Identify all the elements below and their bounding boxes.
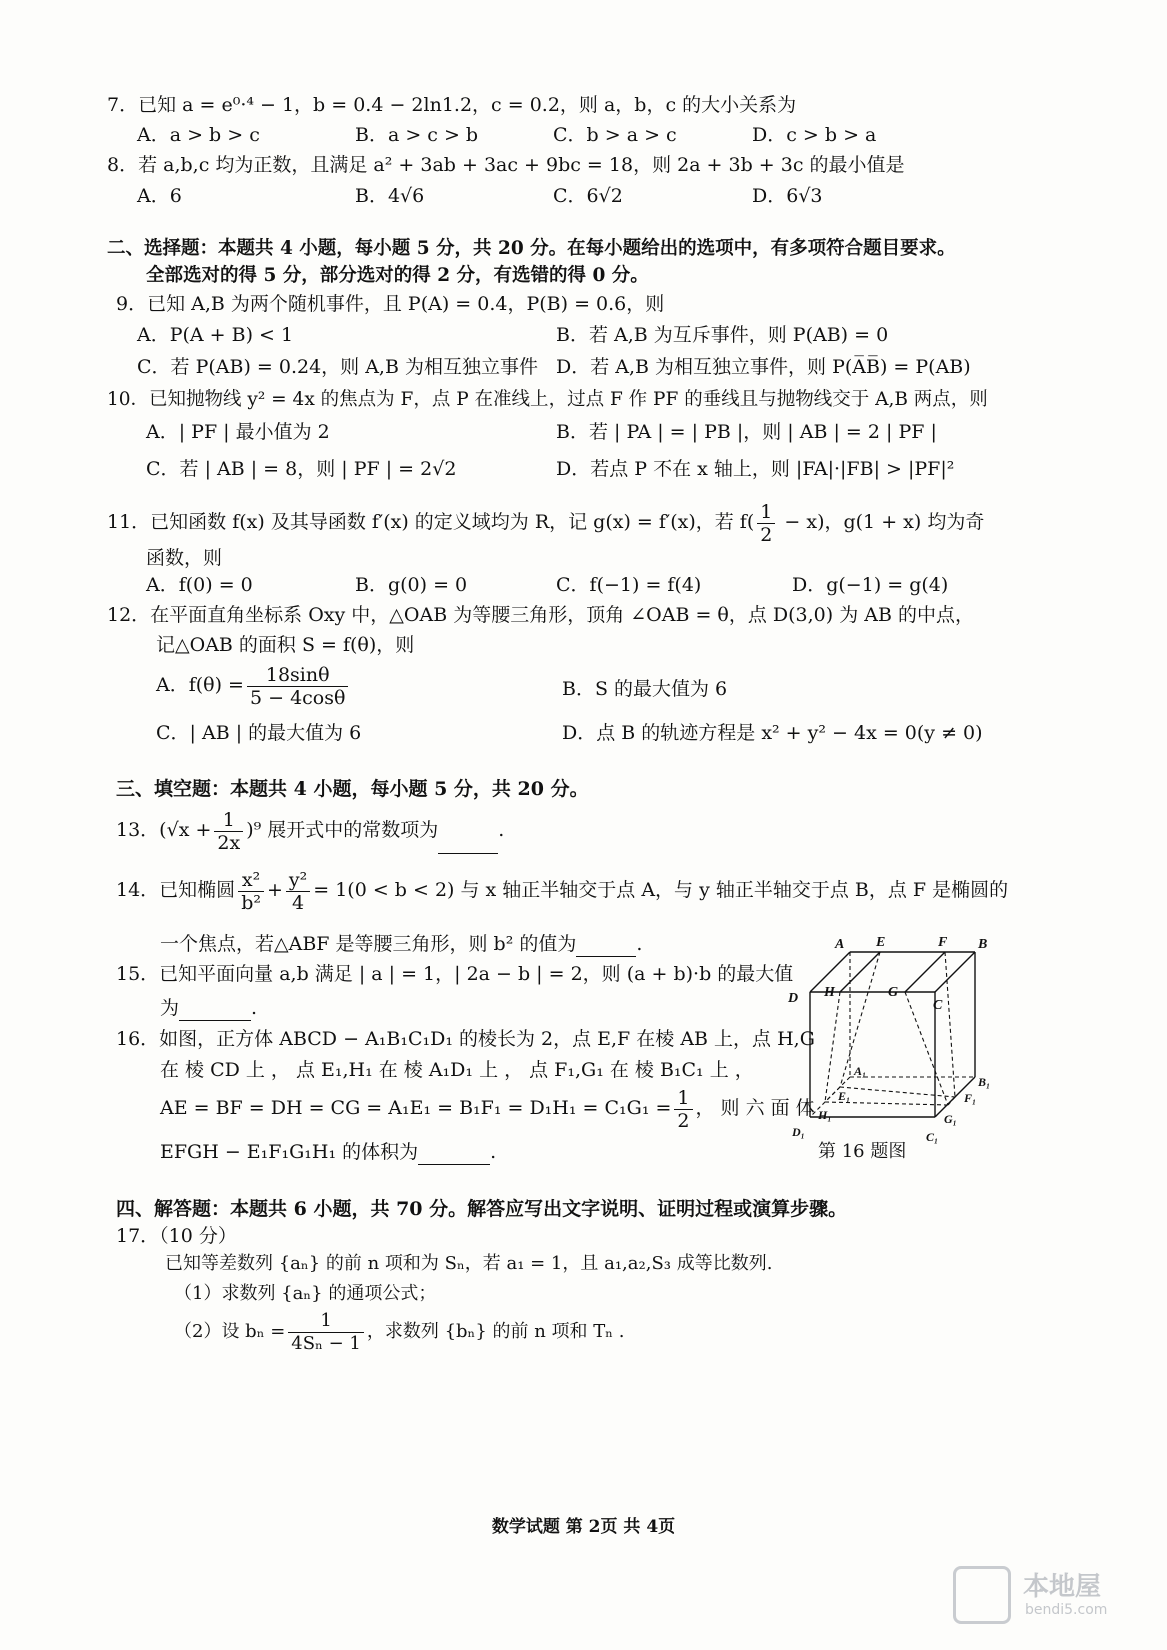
q8-option-a: A．6 xyxy=(137,185,182,207)
house-icon xyxy=(953,1566,1011,1624)
q16-line-2: 在 棱 CD 上 ， 点 E₁,H₁ 在 棱 A₁D₁ 上 ， 点 F₁,G₁ 在 棱 B₁C₁ 上 ， xyxy=(160,1059,754,1081)
q8-stem: 8．若 a,b,c 均为正数，且满足 a² + 3ab + 3ac + 9bc = 18，则 2a + 3b + 3c 的最小值是 xyxy=(107,154,905,176)
label-D1: D₁ xyxy=(792,1125,805,1139)
q15-line-1: 15．已知平面向量 a,b 满足 | a | = 1，| 2a − b | = 2，则 (a + b)·b 的最大值 xyxy=(116,963,794,985)
q12-option-a xyxy=(156,661,351,709)
q13-end: . xyxy=(498,819,505,841)
q17-part-2 xyxy=(174,1308,625,1356)
q11-stem-b: − x)，g(1 + x) 均为奇 xyxy=(778,511,985,533)
q13 xyxy=(116,806,504,854)
q9-option-c: C．若 P(AB) = 0.24，则 A,B 为相互独立事件 xyxy=(137,356,538,378)
q13-num: 1 xyxy=(214,809,243,832)
q8-option-b: B．4√6 xyxy=(355,185,425,207)
q14-d1: b² xyxy=(241,891,261,914)
q9-option-a: A．P(A + B) < 1 xyxy=(137,324,294,346)
q15-line-2 xyxy=(160,995,257,1021)
q12-option-a-fraction xyxy=(247,664,348,709)
label-B1: B₁ xyxy=(978,1075,991,1089)
q15-end: . xyxy=(251,997,258,1019)
section3-heading: 三、填空题：本题共 4 小题，每小题 5 分，共 20 分。 xyxy=(116,778,589,800)
label-F1: F₁ xyxy=(964,1091,977,1105)
q16-line-4 xyxy=(160,1139,496,1165)
edge-EH xyxy=(840,952,880,992)
q14-frac-1 xyxy=(238,869,264,914)
edge-BC xyxy=(935,952,975,992)
q16-fraction xyxy=(674,1087,692,1132)
q16-frac-num: 1 xyxy=(674,1087,692,1110)
section2-heading: 二、选择题：本题共 4 小题，每小题 5 分，共 20 分。在每小题给出的选项中，有多项符合题目要求。 xyxy=(107,238,956,259)
q12-a-num: 18sinθ xyxy=(247,664,348,687)
q12-stem-1: 12．在平面直角坐标系 Oxy 中，△OAB 为等腰三角形，顶角 ∠OAB = θ，点 D(3,0) 为 AB 的中点， xyxy=(107,604,974,626)
edge-HH1 xyxy=(825,992,840,1102)
q16-line3-post: ， 则 六 面 体 xyxy=(695,1097,815,1119)
cube-figure xyxy=(780,930,1010,1160)
page-footer: 数学试题 第 2页 共 4页 xyxy=(491,1517,676,1537)
q11-option-b: B．g(0) = 0 xyxy=(355,574,468,596)
q10-option-a: A．| PF | 最小值为 2 xyxy=(146,421,330,443)
q13-post: )⁹ 展开式中的常数项为 xyxy=(246,819,439,841)
q14-frac-2 xyxy=(286,869,310,914)
q16-end: . xyxy=(490,1141,497,1163)
q13-den: 2x xyxy=(217,831,241,854)
q17-frac-num: 1 xyxy=(288,1310,364,1333)
q11-option-c: C．f(−1) = f(4) xyxy=(556,574,702,596)
q14-line-2 xyxy=(160,931,642,957)
label-H: H xyxy=(824,985,835,1000)
q14-plus: + xyxy=(266,879,283,901)
q17-part-1: （1）求数列 {aₙ} 的通项公式； xyxy=(174,1283,437,1304)
q9-option-d: D．若 A,B 为相互独立事件，则 P(A̅B̅) = P(AB) xyxy=(556,356,971,378)
q13-pre: 13．(√x + xyxy=(116,819,212,841)
label-B: B xyxy=(978,937,988,952)
label-A1: A₁ xyxy=(854,1064,867,1078)
q7-option-c: C．b > a > c xyxy=(553,124,677,146)
q8-option-d: D．6√3 xyxy=(752,185,823,207)
figure-caption: 第 16 题图 xyxy=(818,1141,907,1162)
label-A: A xyxy=(835,937,845,952)
q12-stem-2: 记△OAB 的面积 S = f(θ)，则 xyxy=(156,634,415,656)
q12-option-a-label: A．f(θ) = xyxy=(156,674,244,696)
q14-n2: y² xyxy=(286,869,310,892)
q17-heading: 17．（10 分） xyxy=(116,1225,237,1247)
q17-line-1: 已知等差数列 {aₙ} 的前 n 项和为 Sₙ，若 a₁ = 1，且 a₁,a₂,S₃ 成等比数列. xyxy=(165,1253,773,1274)
watermark-url: bendi5.com xyxy=(1025,1602,1108,1618)
watermark-name: 本地屋 xyxy=(1023,1572,1102,1602)
q11-frac-num: 1 xyxy=(757,501,775,524)
q16-frac-den: 2 xyxy=(677,1109,690,1132)
q14-line2-text: 一个焦点，若△ABF 是等腰三角形，则 b² 的值为 xyxy=(160,933,577,955)
q14-d2: 4 xyxy=(292,891,305,914)
label-D: D xyxy=(788,991,799,1006)
q11-stem-c: 函数，则 xyxy=(146,547,223,569)
watermark xyxy=(953,1560,1143,1630)
q14-answer-blank[interactable] xyxy=(576,938,636,957)
q15-line2-text: 为 xyxy=(160,997,180,1019)
q14-post: = 1(0 < b < 2) 与 x 轴正半轴交于点 A，与 y 轴正半轴交于点 B，点 F 是椭圆的 xyxy=(313,879,1009,901)
q10-option-c: C．若 | AB | = 8，则 | PF | = 2√2 xyxy=(146,458,457,480)
label-G: G xyxy=(888,985,899,1000)
q12-a-den: 5 − 4cosθ xyxy=(249,686,346,709)
q7-option-d: D．c > b > a xyxy=(752,124,877,146)
q13-answer-blank[interactable] xyxy=(438,835,498,854)
q11-frac-den: 2 xyxy=(760,523,773,546)
q16-line4-text: EFGH − E₁F₁G₁H₁ 的体积为 xyxy=(160,1141,419,1163)
q17-p2-post: ，求数列 {bₙ} 的前 n 项和 Tₙ . xyxy=(366,1321,625,1342)
q12-option-c: C．| AB | 的最大值为 6 xyxy=(156,722,362,744)
edge-E1F1 xyxy=(840,1087,955,1097)
q10-stem: 10．已知抛物线 y² = 4x 的焦点为 F，点 P 在准线上，过点 F 作 PF 的垂线且与抛物线交于 A,B 两点，则 xyxy=(107,389,988,410)
edge-FG xyxy=(905,952,945,992)
q13-fraction xyxy=(214,809,243,854)
q7-option-b: B．a > c > b xyxy=(355,124,479,146)
q14-pre: 14．已知椭圆 xyxy=(116,879,236,901)
label-E1: E₁ xyxy=(838,1089,851,1103)
q12-option-b: B．S 的最大值为 6 xyxy=(562,678,728,700)
q14-end: . xyxy=(636,933,643,955)
q7-option-a: A．a > b > c xyxy=(137,124,260,146)
q11-fraction xyxy=(757,501,775,546)
q16-line-1: 16．如图，正方体 ABCD − A₁B₁C₁D₁ 的棱长为 2，点 E,F 在棱 AB 上，点 H,G xyxy=(116,1028,815,1050)
q9-option-b: B．若 A,B 为互斥事件，则 P(AB) = 0 xyxy=(556,324,889,346)
q11-option-d: D．g(−1) = g(4) xyxy=(792,574,949,596)
section2-note: 全部选对的得 5 分，部分选对的得 2 分，有选错的得 0 分。 xyxy=(146,265,649,286)
q17-p2-pre: （2）设 bₙ = xyxy=(174,1321,286,1342)
section4-heading: 四、解答题：本题共 6 小题，共 70 分。解答应写出文字说明、证明过程或演算步骤。 xyxy=(116,1198,848,1220)
label-C: C xyxy=(933,998,943,1013)
q17-frac-den: 4Sₙ − 1 xyxy=(291,1332,361,1354)
q14-n1: x² xyxy=(238,869,264,892)
q8-option-c: C．6√2 xyxy=(553,185,623,207)
q16-line-3 xyxy=(160,1084,815,1132)
label-H1: H₁ xyxy=(818,1108,832,1122)
q7-stem: 7．已知 a = e⁰·⁴ − 1，b = 0.4 − 2ln1.2，c = 0.2，则 a，b，c 的大小关系为 xyxy=(107,94,797,116)
label-G1: G₁ xyxy=(944,1112,957,1126)
q12-option-d: D．点 B 的轨迹方程是 x² + y² − 4x = 0(y ≠ 0) xyxy=(562,722,983,744)
q11-option-a: A．f(0) = 0 xyxy=(146,574,253,596)
q10-option-d: D．若点 P 不在 x 轴上，则 |FA|·|FB| > |PF|² xyxy=(556,458,955,480)
q11-stem xyxy=(107,498,984,546)
label-F: F xyxy=(938,935,948,950)
q16-line3-pre: AE = BF = DH = CG = A₁E₁ = B₁F₁ = D₁H₁ = C₁G₁ = xyxy=(160,1097,672,1119)
label-E: E xyxy=(876,935,886,950)
q17-fraction xyxy=(288,1310,364,1355)
q16-answer-blank[interactable] xyxy=(418,1146,490,1165)
q10-option-b: B．若 | PA | = | PB |，则 | AB | = 2 | PF | xyxy=(556,421,937,443)
q14 xyxy=(116,866,1008,914)
q15-answer-blank[interactable] xyxy=(179,1002,251,1021)
q9-stem: 9．已知 A,B 为两个随机事件，且 P(A) = 0.4，P(B) = 0.6，则 xyxy=(116,293,665,315)
label-C1: C₁ xyxy=(926,1130,939,1144)
q11-stem-a: 11．已知函数 f(x) 及其导函数 f′(x) 的定义域均为 R，记 g(x) = f′(x)，若 f( xyxy=(107,511,755,533)
